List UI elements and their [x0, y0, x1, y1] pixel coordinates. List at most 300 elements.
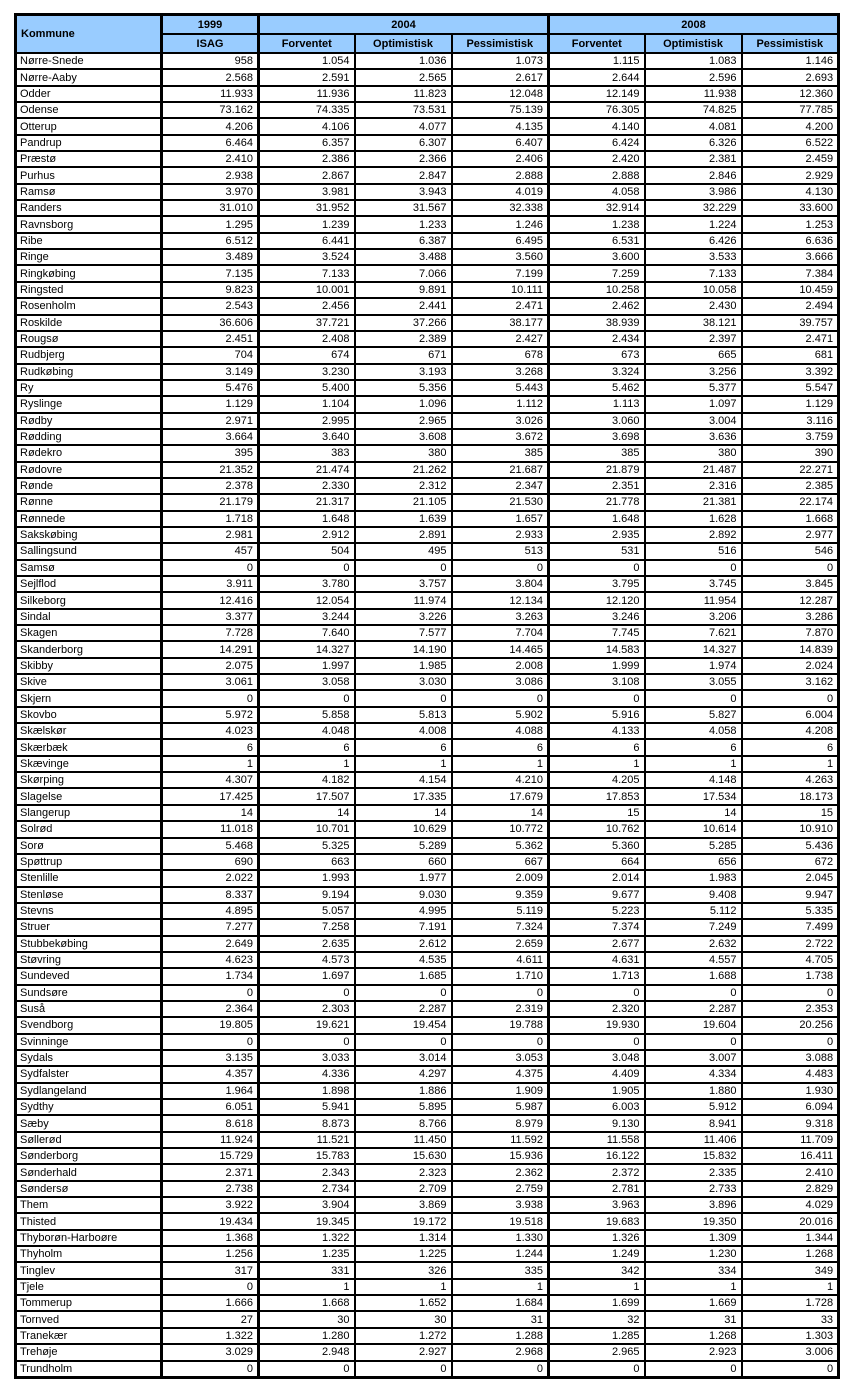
value-cell: 0 [452, 690, 549, 706]
value-cell: 678 [452, 347, 549, 363]
value-cell: 9.318 [742, 1115, 839, 1131]
value-cell: 5.547 [742, 380, 839, 396]
value-cell: 2.451 [162, 331, 259, 347]
value-cell: 0 [259, 985, 355, 1001]
value-cell: 1.728 [742, 1295, 839, 1311]
value-cell: 4.573 [259, 952, 355, 968]
value-cell: 0 [162, 985, 259, 1001]
value-cell: 3.804 [452, 576, 549, 592]
value-cell: 6.387 [355, 233, 452, 249]
value-cell: 2.075 [162, 658, 259, 674]
value-cell: 3.938 [452, 1197, 549, 1213]
value-cell: 5.112 [645, 903, 742, 919]
value-cell: 4.263 [742, 772, 839, 788]
kommune-cell: Thisted [16, 1213, 162, 1229]
table-row [16, 69, 839, 85]
table-row [16, 380, 839, 396]
table-row [16, 233, 839, 249]
value-cell: 673 [549, 347, 645, 363]
value-cell: 11.450 [355, 1132, 452, 1148]
value-cell: 4.048 [259, 723, 355, 739]
kommune-cell: Rødding [16, 429, 162, 445]
value-cell: 2.410 [162, 151, 259, 167]
kommune-cell: Skovbo [16, 707, 162, 723]
value-cell: 9.030 [355, 887, 452, 903]
value-cell: 37.721 [259, 315, 355, 331]
value-cell: 11.954 [645, 592, 742, 608]
value-cell: 1.112 [452, 396, 549, 412]
value-cell: 4.148 [645, 772, 742, 788]
value-cell: 14.583 [549, 641, 645, 657]
value-cell: 1 [259, 756, 355, 772]
value-cell: 31.567 [355, 200, 452, 216]
value-cell: 3.086 [452, 674, 549, 690]
value-cell: 15.729 [162, 1148, 259, 1164]
value-cell: 0 [355, 1034, 452, 1050]
value-cell: 2.410 [742, 1164, 839, 1180]
value-cell: 4.058 [549, 184, 645, 200]
table-row [16, 887, 839, 903]
value-cell: 14 [162, 805, 259, 821]
value-cell: 30 [355, 1311, 452, 1327]
value-cell: 12.120 [549, 592, 645, 608]
value-cell: 19.788 [452, 1017, 549, 1033]
column-header-forventet-2004: Forventet [259, 34, 355, 53]
kommune-cell: Struer [16, 919, 162, 935]
value-cell: 1.905 [549, 1083, 645, 1099]
value-cell: 1.238 [549, 216, 645, 232]
value-cell: 17.679 [452, 788, 549, 804]
table-row [16, 903, 839, 919]
value-cell: 663 [259, 854, 355, 870]
value-cell: 5.335 [742, 903, 839, 919]
value-cell: 0 [549, 1361, 645, 1378]
value-cell: 31 [452, 1311, 549, 1327]
value-cell: 14 [259, 805, 355, 821]
value-cell: 2.635 [259, 936, 355, 952]
table-row [16, 53, 839, 69]
value-cell: 19.345 [259, 1213, 355, 1229]
table-row [16, 282, 839, 298]
value-cell: 6.441 [259, 233, 355, 249]
value-cell: 8.873 [259, 1115, 355, 1131]
kommune-cell: Rosenholm [16, 298, 162, 314]
value-cell: 3.108 [549, 674, 645, 690]
value-cell: 1.734 [162, 968, 259, 984]
table-row [16, 462, 839, 478]
value-cell: 3.226 [355, 609, 452, 625]
value-cell: 2.968 [452, 1344, 549, 1360]
value-cell: 2.965 [549, 1344, 645, 1360]
table-row [16, 543, 839, 559]
kommune-cell: Slangerup [16, 805, 162, 821]
value-cell: 30 [259, 1311, 355, 1327]
value-cell: 1.330 [452, 1230, 549, 1246]
value-cell: 3.489 [162, 249, 259, 265]
kommune-cell: Randers [16, 200, 162, 216]
value-cell: 2.995 [259, 413, 355, 429]
value-cell: 19.518 [452, 1213, 549, 1229]
value-cell: 19.930 [549, 1017, 645, 1033]
value-cell: 21.179 [162, 494, 259, 510]
value-cell: 6 [549, 739, 645, 755]
table-row [16, 919, 839, 935]
value-cell: 9.359 [452, 887, 549, 903]
value-cell: 21.474 [259, 462, 355, 478]
value-cell: 19.350 [645, 1213, 742, 1229]
value-cell: 2.323 [355, 1164, 452, 1180]
value-cell: 4.182 [259, 772, 355, 788]
kommune-cell: Rønne [16, 494, 162, 510]
column-header-kommune: Kommune [16, 15, 162, 54]
value-cell: 6 [162, 739, 259, 755]
value-cell: 3.268 [452, 364, 549, 380]
value-cell: 2.722 [742, 936, 839, 952]
value-cell: 0 [355, 1361, 452, 1378]
value-cell: 1.993 [259, 870, 355, 886]
value-cell: 665 [645, 347, 742, 363]
value-cell: 1.964 [162, 1083, 259, 1099]
kommune-cell: Slagelse [16, 788, 162, 804]
table-row [16, 478, 839, 494]
kommune-cell: Sønderborg [16, 1148, 162, 1164]
value-cell: 2.406 [452, 151, 549, 167]
value-cell: 2.927 [355, 1344, 452, 1360]
value-cell: 31 [645, 1311, 742, 1327]
value-cell: 16.122 [549, 1148, 645, 1164]
value-cell: 0 [355, 985, 452, 1001]
value-cell: 3.058 [259, 674, 355, 690]
value-cell: 4.008 [355, 723, 452, 739]
header-row-years [16, 15, 839, 35]
value-cell: 11.521 [259, 1132, 355, 1148]
value-cell: 73.531 [355, 102, 452, 118]
value-cell: 0 [742, 560, 839, 576]
value-cell: 2.385 [742, 478, 839, 494]
value-cell: 2.303 [259, 1001, 355, 1017]
kommune-cell: Skagen [16, 625, 162, 641]
value-cell: 2.933 [452, 527, 549, 543]
kommune-cell: Odder [16, 86, 162, 102]
value-cell: 2.459 [742, 151, 839, 167]
kommune-cell: Ringkøbing [16, 265, 162, 281]
kommune-cell: Sindal [16, 609, 162, 625]
municipality-forecast-table-container [14, 13, 840, 1379]
value-cell: 20.016 [742, 1213, 839, 1229]
value-cell: 10.910 [742, 821, 839, 837]
value-cell: 19.604 [645, 1017, 742, 1033]
value-cell: 8.941 [645, 1115, 742, 1131]
value-cell: 0 [162, 1361, 259, 1378]
value-cell: 1.997 [259, 658, 355, 674]
value-cell: 17.853 [549, 788, 645, 804]
value-cell: 2.471 [742, 331, 839, 347]
value-cell: 2.948 [259, 1344, 355, 1360]
value-cell: 7.704 [452, 625, 549, 641]
table-row [16, 265, 839, 281]
value-cell: 2.892 [645, 527, 742, 543]
value-cell: 8.979 [452, 1115, 549, 1131]
value-cell: 2.734 [259, 1181, 355, 1197]
value-cell: 7.249 [645, 919, 742, 935]
column-header-pessimistisk-2004: Pessimistisk [452, 34, 549, 53]
value-cell: 1.669 [645, 1295, 742, 1311]
value-cell: 9.677 [549, 887, 645, 903]
value-cell: 33 [742, 1311, 839, 1327]
value-cell: 5.400 [259, 380, 355, 396]
value-cell: 1.054 [259, 53, 355, 69]
table-row [16, 216, 839, 232]
value-cell: 19.621 [259, 1017, 355, 1033]
value-cell: 6.512 [162, 233, 259, 249]
table-row [16, 249, 839, 265]
value-cell: 2.045 [742, 870, 839, 886]
value-cell: 3.488 [355, 249, 452, 265]
value-cell: 17.507 [259, 788, 355, 804]
value-cell: 19.172 [355, 1213, 452, 1229]
value-cell: 3.963 [549, 1197, 645, 1213]
value-cell: 7.066 [355, 265, 452, 281]
value-cell: 1.710 [452, 968, 549, 984]
value-cell: 1.096 [355, 396, 452, 412]
table-row [16, 707, 839, 723]
value-cell: 3.162 [742, 674, 839, 690]
value-cell: 4.208 [742, 723, 839, 739]
value-cell: 1 [742, 756, 839, 772]
value-cell: 1.233 [355, 216, 452, 232]
value-cell: 3.533 [645, 249, 742, 265]
value-cell: 0 [162, 560, 259, 576]
value-cell: 4.357 [162, 1066, 259, 1082]
value-cell: 0 [742, 690, 839, 706]
kommune-cell: Otterup [16, 118, 162, 134]
value-cell: 33.600 [742, 200, 839, 216]
value-cell: 2.644 [549, 69, 645, 85]
kommune-cell: Støvring [16, 952, 162, 968]
value-cell: 4.023 [162, 723, 259, 739]
value-cell: 6.407 [452, 135, 549, 151]
table-row [16, 1017, 839, 1033]
table-row [16, 788, 839, 804]
value-cell: 10.459 [742, 282, 839, 298]
value-cell: 20.256 [742, 1017, 839, 1033]
value-cell: 1.285 [549, 1328, 645, 1344]
value-cell: 5.476 [162, 380, 259, 396]
value-cell: 1.699 [549, 1295, 645, 1311]
table-row [16, 985, 839, 1001]
table-row [16, 952, 839, 968]
value-cell: 1 [645, 756, 742, 772]
kommune-cell: Them [16, 1197, 162, 1213]
value-cell: 3.263 [452, 609, 549, 625]
value-cell: 2.693 [742, 69, 839, 85]
value-cell: 9.194 [259, 887, 355, 903]
value-cell: 6.495 [452, 233, 549, 249]
table-header [16, 15, 839, 54]
kommune-cell: Præstø [16, 151, 162, 167]
table-row [16, 609, 839, 625]
table-row [16, 968, 839, 984]
kommune-cell: Sydals [16, 1050, 162, 1066]
value-cell: 1.685 [355, 968, 452, 984]
value-cell: 21.381 [645, 494, 742, 510]
kommune-cell: Tommerup [16, 1295, 162, 1311]
value-cell: 75.139 [452, 102, 549, 118]
value-cell: 2.612 [355, 936, 452, 952]
value-cell: 7.640 [259, 625, 355, 641]
value-cell: 3.896 [645, 1197, 742, 1213]
kommune-cell: Sydlangeland [16, 1083, 162, 1099]
value-cell: 11.933 [162, 86, 259, 102]
table-row [16, 1197, 839, 1213]
kommune-cell: Ringe [16, 249, 162, 265]
value-cell: 1 [452, 756, 549, 772]
value-cell: 0 [355, 690, 452, 706]
value-cell: 7.259 [549, 265, 645, 281]
value-cell: 2.351 [549, 478, 645, 494]
value-cell: 3.256 [645, 364, 742, 380]
value-cell: 3.286 [742, 609, 839, 625]
value-cell: 4.154 [355, 772, 452, 788]
value-cell: 11.018 [162, 821, 259, 837]
value-cell: 2.397 [645, 331, 742, 347]
value-cell: 2.733 [645, 1181, 742, 1197]
table-row [16, 184, 839, 200]
value-cell: 3.745 [645, 576, 742, 592]
table-row [16, 690, 839, 706]
value-cell: 4.623 [162, 952, 259, 968]
value-cell: 21.262 [355, 462, 452, 478]
value-cell: 1.648 [549, 511, 645, 527]
table-body [16, 53, 839, 1377]
value-cell: 1.036 [355, 53, 452, 69]
value-cell: 15.832 [645, 1148, 742, 1164]
value-cell: 516 [645, 543, 742, 559]
value-cell: 3.206 [645, 609, 742, 625]
value-cell: 6.094 [742, 1099, 839, 1115]
value-cell: 12.287 [742, 592, 839, 608]
value-cell: 17.534 [645, 788, 742, 804]
value-cell: 664 [549, 854, 645, 870]
value-cell: 671 [355, 347, 452, 363]
value-cell: 6.424 [549, 135, 645, 151]
table-row [16, 347, 839, 363]
value-cell: 6.464 [162, 135, 259, 151]
value-cell: 0 [162, 1279, 259, 1295]
value-cell: 3.759 [742, 429, 839, 445]
kommune-cell: Stenløse [16, 887, 162, 903]
value-cell: 0 [452, 560, 549, 576]
value-cell: 12.360 [742, 86, 839, 102]
value-cell: 1.666 [162, 1295, 259, 1311]
table-row [16, 298, 839, 314]
value-cell: 1.326 [549, 1230, 645, 1246]
value-cell: 2.659 [452, 936, 549, 952]
value-cell: 704 [162, 347, 259, 363]
value-cell: 1 [162, 756, 259, 772]
table-row [16, 1279, 839, 1295]
value-cell: 21.105 [355, 494, 452, 510]
value-cell: 4.334 [645, 1066, 742, 1082]
table-row [16, 772, 839, 788]
value-cell: 1.368 [162, 1230, 259, 1246]
value-cell: 0 [549, 1034, 645, 1050]
value-cell: 11.709 [742, 1132, 839, 1148]
value-cell: 3.911 [162, 576, 259, 592]
value-cell: 7.277 [162, 919, 259, 935]
value-cell: 1.648 [259, 511, 355, 527]
value-cell: 6.051 [162, 1099, 259, 1115]
value-cell: 6.004 [742, 707, 839, 723]
value-cell: 385 [549, 445, 645, 461]
value-cell: 3.636 [645, 429, 742, 445]
kommune-cell: Tjele [16, 1279, 162, 1295]
table-row [16, 527, 839, 543]
value-cell: 31.010 [162, 200, 259, 216]
value-cell: 2.591 [259, 69, 355, 85]
value-cell: 22.174 [742, 494, 839, 510]
value-cell: 6.531 [549, 233, 645, 249]
value-cell: 8.337 [162, 887, 259, 903]
value-cell: 1 [355, 756, 452, 772]
table-row [16, 1099, 839, 1115]
value-cell: 1 [549, 756, 645, 772]
value-cell: 4.375 [452, 1066, 549, 1082]
value-cell: 38.939 [549, 315, 645, 331]
value-cell: 5.356 [355, 380, 452, 396]
value-cell: 3.664 [162, 429, 259, 445]
value-cell: 38.121 [645, 315, 742, 331]
value-cell: 18.173 [742, 788, 839, 804]
value-cell: 4.133 [549, 723, 645, 739]
value-cell: 1.097 [645, 396, 742, 412]
value-cell: 2.372 [549, 1164, 645, 1180]
value-cell: 0 [259, 1034, 355, 1050]
value-cell: 2.430 [645, 298, 742, 314]
value-cell: 1.249 [549, 1246, 645, 1262]
value-cell: 317 [162, 1262, 259, 1278]
value-cell: 1.239 [259, 216, 355, 232]
value-cell: 1.146 [742, 53, 839, 69]
value-cell: 2.330 [259, 478, 355, 494]
value-cell: 7.324 [452, 919, 549, 935]
value-cell: 7.870 [742, 625, 839, 641]
value-cell: 74.825 [645, 102, 742, 118]
value-cell: 5.987 [452, 1099, 549, 1115]
table-row [16, 870, 839, 886]
value-cell: 2.981 [162, 527, 259, 543]
value-cell: 9.891 [355, 282, 452, 298]
year-group-2008: 2008 [549, 15, 839, 35]
value-cell: 3.392 [742, 364, 839, 380]
value-cell: 0 [549, 985, 645, 1001]
value-cell: 10.614 [645, 821, 742, 837]
value-cell: 495 [355, 543, 452, 559]
value-cell: 958 [162, 53, 259, 69]
value-cell: 1.295 [162, 216, 259, 232]
value-cell: 5.912 [645, 1099, 742, 1115]
value-cell: 2.456 [259, 298, 355, 314]
value-cell: 32.914 [549, 200, 645, 216]
value-cell: 7.135 [162, 265, 259, 281]
value-cell: 531 [549, 543, 645, 559]
value-cell: 4.611 [452, 952, 549, 968]
value-cell: 2.008 [452, 658, 549, 674]
table-row [16, 135, 839, 151]
value-cell: 2.935 [549, 527, 645, 543]
value-cell: 1.880 [645, 1083, 742, 1099]
table-row [16, 364, 839, 380]
